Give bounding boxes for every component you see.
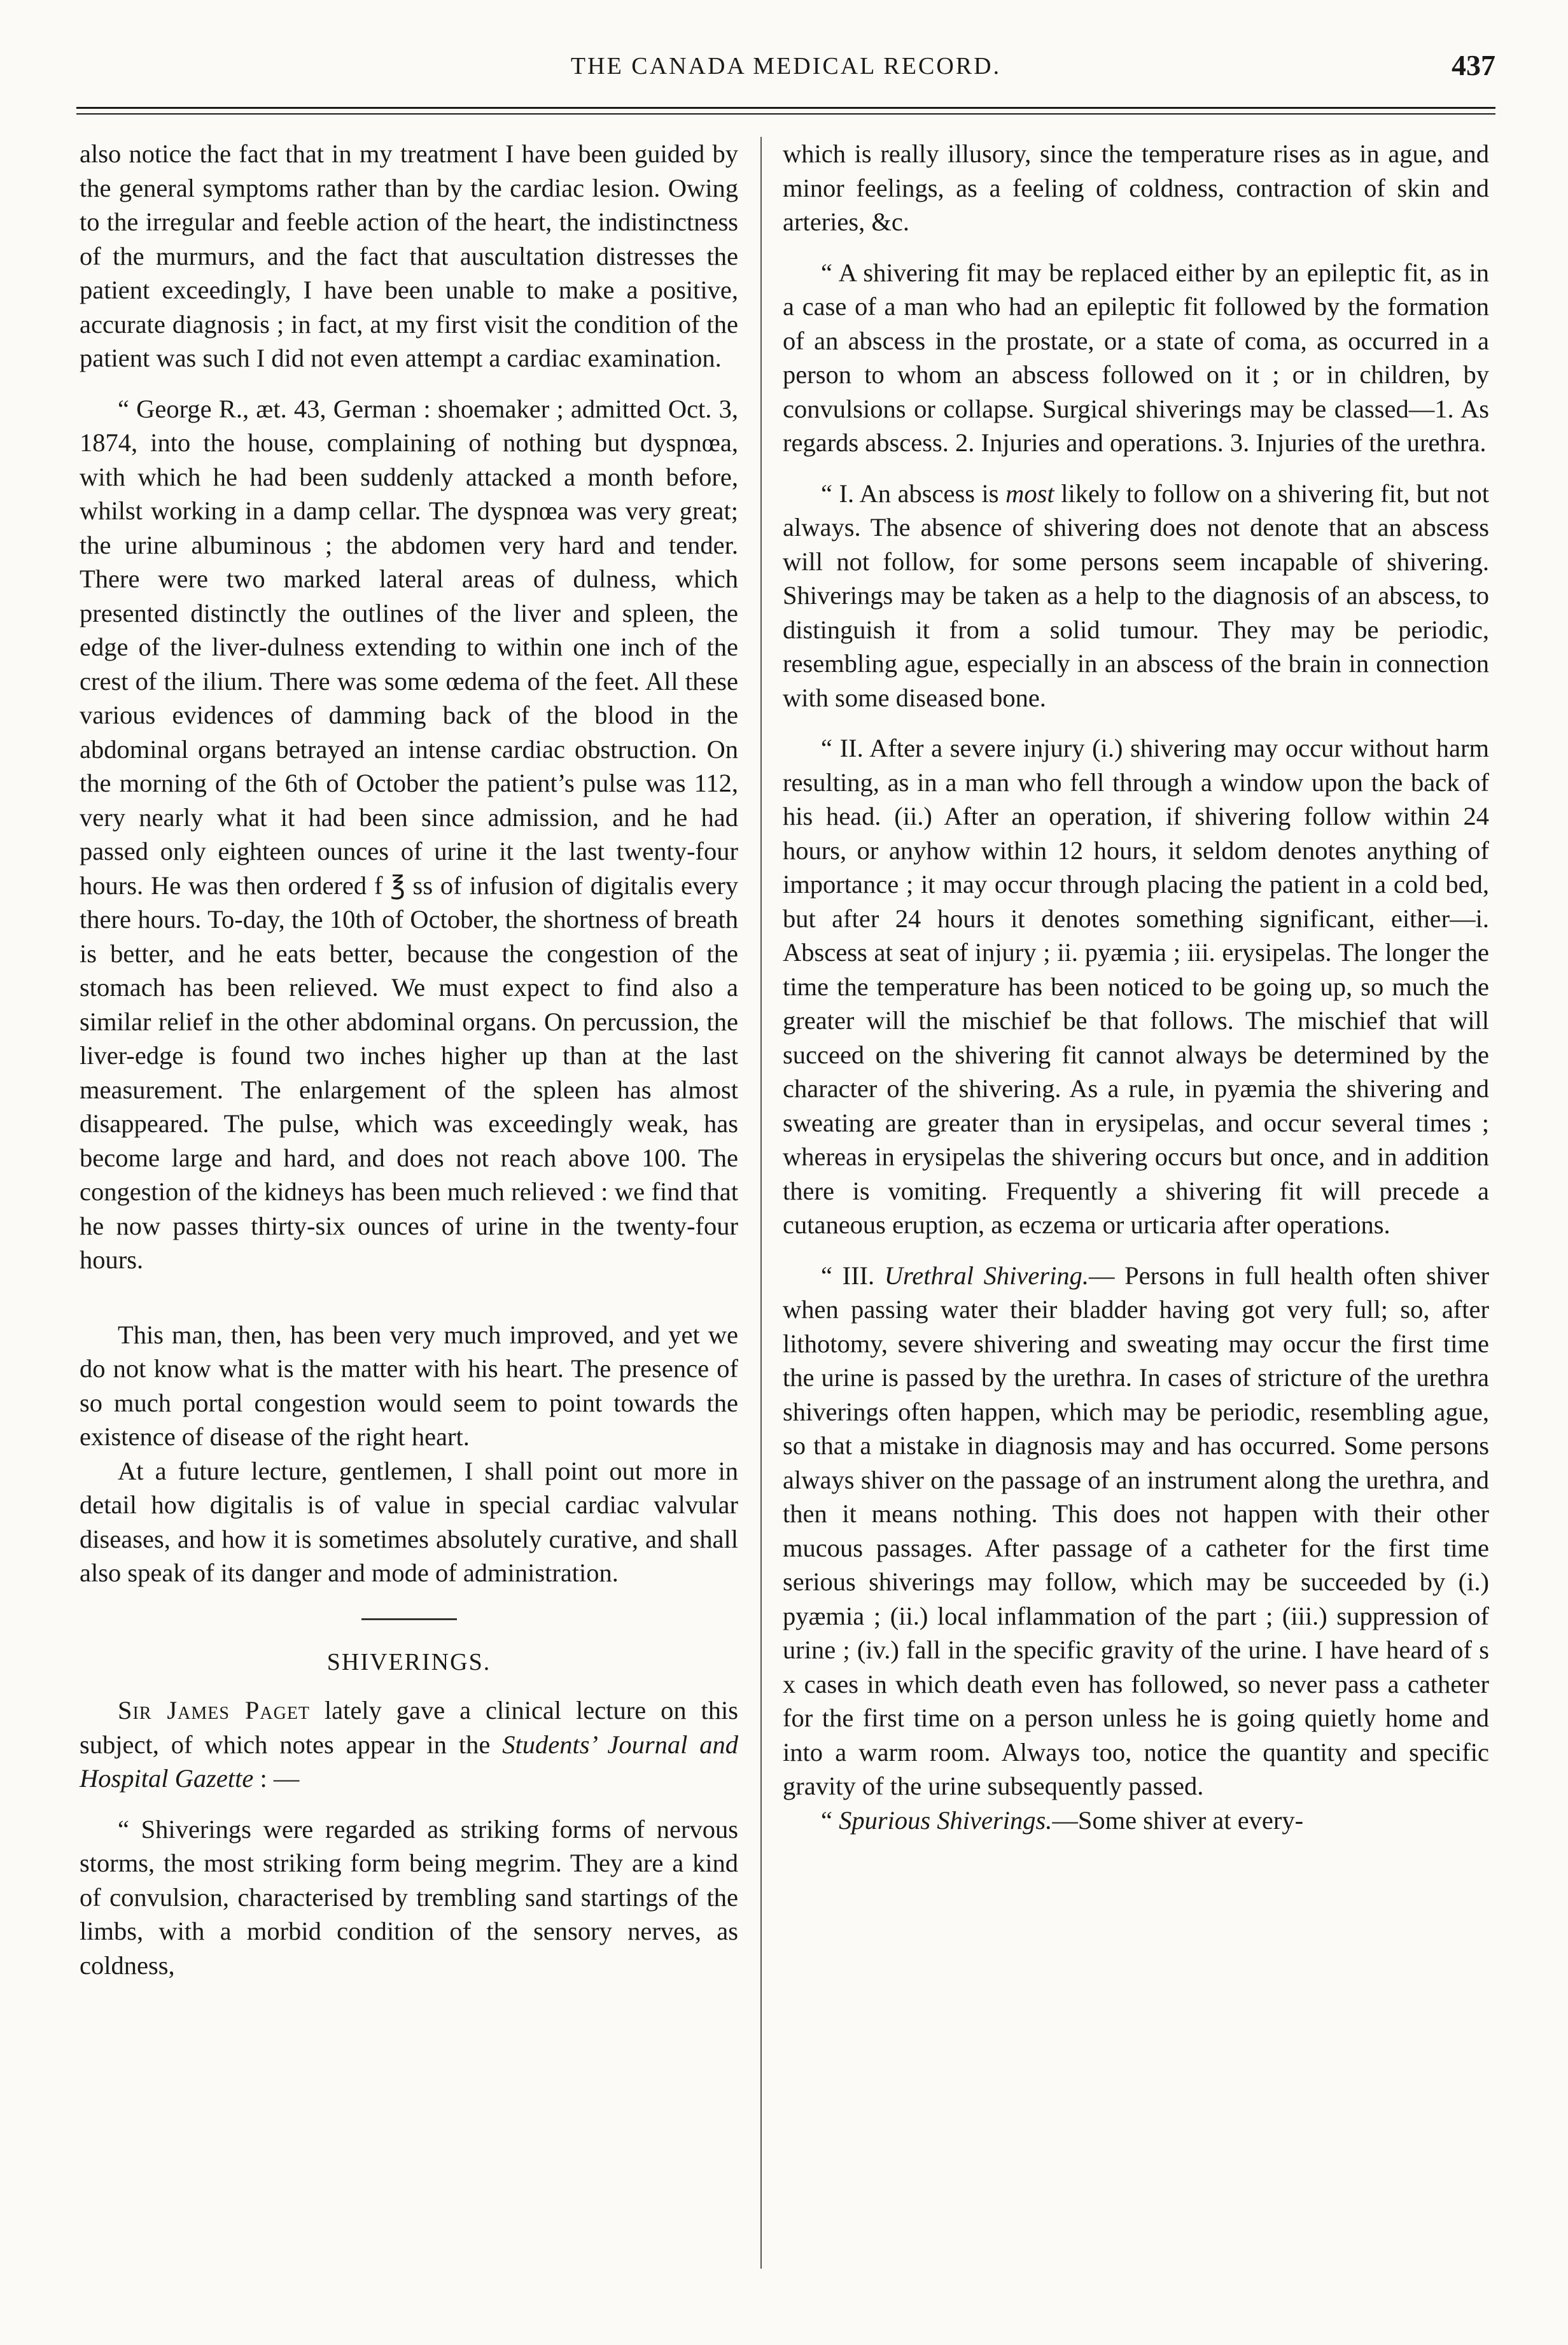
left-paragraph-4: At a future lecture, gentlemen, I shall point out more in detail how digitalis is of value in special cardiac valvular diseases, and how it is sometimes absolutely curative, and shall also speak of its danger and mode of administration. [80,1456,738,1587]
intro-text: lately gave a clinical lecture on this subject, of which notes appear in the [80,1696,738,1759]
spurious-paragraph [783,1803,1489,1838]
header-rule-thin [76,113,1495,115]
urethral-body: — Persons in full health often shiver when passing water their bladder having got very full; so, after lithotomy, severe shivering and sweating may occur the first time the urine is passed by the urethra. In cases of stricture of the urethra shiverings often happen, which may be periodic, resembling ague, so that a mistake in diagnosis may and has occurred. Some persons always shiver on the passage of an instrument along the urethra, and then it means nothing. This does not happen with their other mucous passages. After passage of a catheter for the first time serious shiverings may follow, which may be succeeded by (i.) pyæmia ; (ii.) local inflammation of the part ; (iii.) suppression of urine ; (iv.) fall in the specific gravity of the urine. I have heard of s x cases in which death even has followed, so never pass a catheter for the first time on a person unless he is going quietly home and into a warm room. Always too, notice the quantity and specific gravity of the urine subsequently passed. [783,1261,1490,1800]
left-column [80,137,738,1982]
left-paragraph-6: “ Shiverings were regarded as striking forms of nervous storms, the most striking form being megrim. They are a kind of convulsion, characterised by trembling sand startings of the limbs, with a morbid condition of the sensory nerves, as coldness, [80,1814,738,1980]
urethral-lead: “ III. [821,1261,885,1290]
injury-paragraph: “ II. After a severe injury (i.) shivering may occur without harm resulting, as in a man who fell through a window upon the back of his head. (ii.) After an operation, if shivering follow within 24 hours, or anyhow within 12 hours, it seldom denotes anything of importance ; it may occur through placing the patient in a cold bed, but after 24 hours it denotes something significant, either—i. Abscess at seat of injury ; ii. pyæmia ; iii. erysipelas. The longer the time the temperature has been noticed to be going up, so much the greater will the mischief be that follows. The mischief that will succeed on the shivering fit cannot always be determined by the character of the shivering. As a rule, in pyæmia the shivering and sweating are greater than in erysipelas, and occur several times ; whereas in erysipelas the shivering occurs but once, and in addition there is vomiting. Frequently a shivering fit will precede a cutaneous eruption, as eczema or urticaria after operations. [783,734,1489,1239]
page-header [76,45,1495,83]
column-divider [760,137,762,2269]
urethral-heading: Urethral Shivering. [884,1261,1089,1290]
intro-end: : — [253,1764,300,1793]
right-paragraph-1: which is really illusory, since the temperature rises as in ague, and minor feelings, as a feeling of coldness, contraction of skin and arteries, &c. [783,139,1489,236]
urethral-paragraph [783,1259,1489,1803]
running-title: THE CANADA MEDICAL RECORD. [570,53,1002,80]
abscess-lead: “ I. An abscess is [821,479,1006,508]
left-paragraph-3: This man, then, has been very much improved, and yet we do not know what is the matter with his heart. The presence of so much portal congestion would seem to point towards the existence of disease of the right heart. [80,1320,738,1451]
spurious-heading: Spurious Shiverings. [839,1805,1053,1835]
section-title: SHIVERINGS. [326,1648,491,1676]
header-rule-thick [76,107,1495,109]
abscess-body: likely to follow on a shivering fit, but not always. The absence of shivering does not denote that an abscess will not follow, for some persons seem incapable of shivering. Shiverings may be taken as a help to the diagnosis of an abscess, to distinguish it from a solid tumour. They may be periodic, resembling ague, especially in an abscess of the brain in connection with some diseased bone. [783,479,1489,712]
page-number: 437 [1452,49,1495,81]
abscess-emphasis: most [1005,479,1054,508]
journal-title: Students’ Journal and Hospital Gazette [80,1730,738,1793]
section-divider [361,1618,457,1620]
spurious-body: —Some shiver at every- [1052,1805,1304,1835]
spurious-lead: “ [821,1805,839,1835]
right-column [783,137,1489,1837]
right-paragraph-2: “ A shivering fit may be replaced either by an epileptic fit, as in a case of a man who had an epileptic fit followed by the formation of an abscess in the prostate, or a state of coma, as occurred in a person to whom an abscess followed on it ; or in children, by convulsions or collapse. Surgical shiverings may be classed—1. As regards abscess. 2. Injuries and operations. 3. Injuries of the urethra. [783,258,1489,457]
case-report-paragraph: “ George R., æt. 43, German : shoemaker ; admitted Oct. 3, 1874, into the house, complaining of nothing but dyspnœa, with which he had been suddenly attacked a month before, whilst working in a damp cellar. The dyspnœa was very great; the urine albuminous ; the abdomen very hard and tender. There were two marked lateral areas of dulness, which presented distinctly the outlines of the liver and spleen, the edge of the liver-dulness extending to within one inch of the crest of the ilium. There was some œdema of the feet. All these various evidences of damming back of the blood in the abdominal organs betrayed an intense cardiac obstruction. On the morning of the 6th of October the patient’s pulse was 112, very nearly what it had been since admission, and he had passed only eighteen ounces of urine it the last twenty-four hours. He was then ordered f ℥ ss of infusion of digitalis every there hours. To-day, the 10th of October, the shortness of breath is better, and he eats better, because the congestion of the stomach has been relieved. We must expect to find also a similar relief in the other abdominal organs. On percussion, the liver-edge is found two inches higher up than at the last measurement. The enlargement of the spleen has almost disappeared. The pulse, which was exceedingly weak, has become large and hard, and does not reach above 100. The congestion of the kidneys has been much relieved : we find that he now passes thirty-six ounces of urine in the twenty-four hours. [80,394,738,1274]
left-paragraph-1: also notice the fact that in my treatment I have been guided by the general symptoms rather than by the cardiac lesion. Owing to the irregular and feeble action of the heart, the indistinctness of the murmurs, and the fact that auscultation distresses the patient exceedingly, I have been unable to make a positive, accurate diagnosis ; in fact, at my first visit the condition of the patient was such I did not even attempt a cardiac examination. [80,139,738,372]
abscess-paragraph [783,477,1489,715]
paget-intro-paragraph [80,1693,738,1796]
author-name: Sir James Paget [118,1696,311,1725]
